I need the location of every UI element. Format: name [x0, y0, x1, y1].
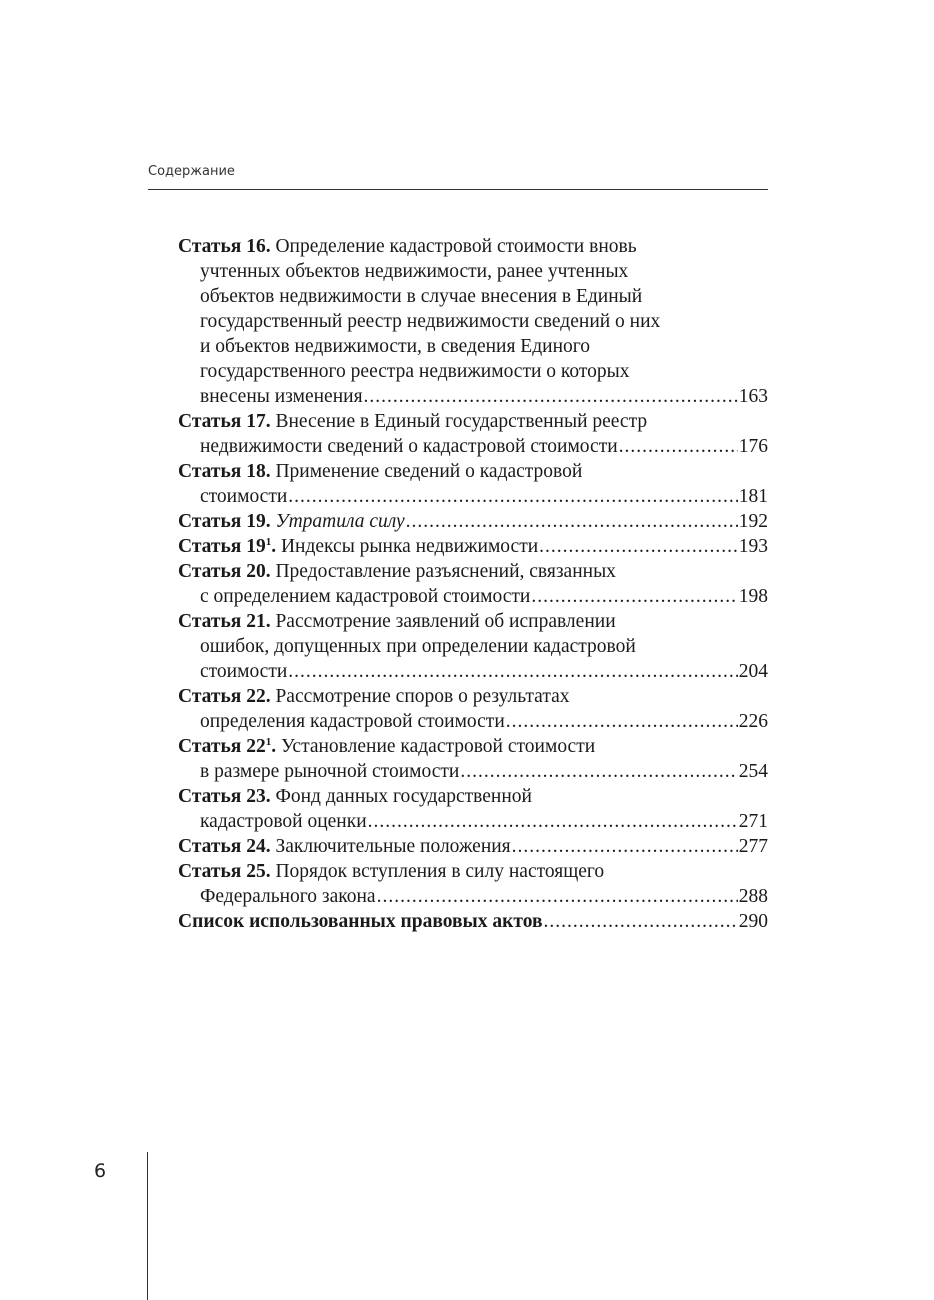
toc-entry-legal-acts-list[interactable]: [178, 909, 768, 934]
toc-title-line: Федерального закона: [200, 886, 376, 907]
toc-title-line: Фонд данных государственной: [275, 786, 532, 807]
dot-leader: [544, 909, 738, 934]
dot-leader: [531, 584, 737, 609]
toc-article-number: Статья 18.: [178, 461, 271, 482]
dot-leader: [619, 434, 738, 459]
toc-title-line: Порядок вступления в силу настоящего: [275, 861, 605, 882]
toc-page-number: 192: [738, 511, 768, 532]
margin-rule: [147, 1152, 148, 1300]
toc-page-number: 204: [738, 661, 768, 682]
dot-leader: [377, 884, 738, 909]
toc-page-number: 198: [738, 586, 768, 607]
toc-article-superscript: 1: [265, 736, 272, 748]
dot-leader: [506, 709, 738, 734]
dot-leader: [406, 509, 738, 534]
toc-entry-article-23[interactable]: [178, 784, 768, 834]
toc-entry-article-17[interactable]: [178, 409, 768, 459]
dot-leader: [539, 534, 738, 559]
toc-title-line: стоимости: [200, 486, 288, 507]
toc-title-line: государственного реестра недвижимости о которых: [200, 361, 630, 382]
toc-title-line: государственный реестр недвижимости сведений о них: [200, 311, 661, 332]
toc-page-number: 193: [738, 536, 768, 557]
toc-entry-article-19-1[interactable]: Статья $19^1$. Индексы рынка недвижимости ..... 193: [178, 534, 768, 559]
toc-title-line: Предоставление разъяснений, связанных: [275, 561, 616, 582]
toc-title-line: в размере рыночной стоимости: [200, 761, 460, 782]
toc-article-number: Статья 16.: [178, 236, 271, 257]
toc-title-line: Рассмотрение заявлений об исправлении: [275, 611, 616, 632]
running-head: Содержание: [148, 164, 235, 179]
toc-entry-article-22-1[interactable]: Статья $22^1$. Установление кадастровой стоимости в размере рыночной стоимости ..... 254: [178, 734, 768, 784]
toc-page-number: 176: [738, 436, 768, 457]
toc-title-line: с определением кадастровой стоимости: [200, 586, 531, 607]
toc-entry-article-21[interactable]: [178, 609, 768, 684]
toc-page-number: 290: [738, 911, 768, 932]
header-rule: [148, 189, 768, 190]
toc-page-number: 163: [738, 386, 768, 407]
dot-leader: [368, 809, 738, 834]
toc-article-number: Статья 19: [178, 536, 266, 557]
toc-article-number: Статья 22.: [178, 686, 271, 707]
toc-article-number: Статья 24.: [178, 836, 271, 857]
toc-article-number: Статья 20.: [178, 561, 271, 582]
toc-article-number: Статья 22: [178, 736, 266, 757]
toc-article-number: Статья 17.: [178, 411, 271, 432]
toc-title-line: и объектов недвижимости, в сведения Единого: [200, 336, 591, 357]
toc-entry-article-19[interactable]: [178, 509, 768, 534]
toc-entry-article-24[interactable]: [178, 834, 768, 859]
toc-title-line: Внесение в Единый государственный реестр: [275, 411, 648, 432]
toc-page-number: 277: [738, 836, 768, 857]
toc-title-line: стоимости: [200, 661, 288, 682]
toc-page-number: 254: [738, 761, 768, 782]
toc-title-line: Список использованных правовых актов: [178, 911, 543, 932]
toc-entry-article-16[interactable]: [178, 234, 768, 409]
toc-title-line: Определение кадастровой стоимости вновь: [275, 236, 637, 257]
page-number: 6: [94, 1160, 107, 1182]
dot-leader: [364, 384, 738, 409]
toc-title-line: недвижимости сведений о кадастровой стоимости: [200, 436, 618, 457]
toc-title-line: Утратила силу: [275, 511, 405, 532]
toc-page-number: 271: [738, 811, 768, 832]
dot-leader: [460, 759, 737, 784]
toc-article-number: Статья 21.: [178, 611, 271, 632]
toc-entry-article-18[interactable]: [178, 459, 768, 509]
toc-title-line: Установление кадастровой стоимости: [280, 736, 596, 757]
toc-entry-article-22[interactable]: [178, 684, 768, 734]
toc-title-line: Индексы рынка недвижимости: [280, 536, 539, 557]
table-of-contents: [178, 234, 768, 934]
toc-title-line: внесены изменения: [200, 386, 363, 407]
toc-title-line: Заключительные положения: [275, 836, 511, 857]
dot-leader: [288, 484, 737, 509]
toc-article-number: Статья 25.: [178, 861, 271, 882]
toc-title-line: учтенных объектов недвижимости, ранее учтенных: [200, 261, 629, 282]
toc-article-superscript: 1: [265, 536, 272, 548]
toc-page-number: 226: [738, 711, 768, 732]
toc-article-number: Статья 19.: [178, 511, 271, 532]
toc-title-line: Применение сведений о кадастровой: [275, 461, 583, 482]
toc-article-number: Статья 23.: [178, 786, 271, 807]
dot-leader: [512, 834, 738, 859]
toc-title-line: определения кадастровой стоимости: [200, 711, 505, 732]
toc-title-line: ошибок, допущенных при определении кадастровой: [200, 636, 636, 657]
toc-entry-article-20[interactable]: [178, 559, 768, 609]
toc-entry-article-25[interactable]: [178, 859, 768, 909]
dot-leader: [288, 659, 737, 684]
toc-page-number: 288: [738, 886, 768, 907]
toc-page-number: 181: [738, 486, 768, 507]
toc-title-line: кадастровой оценки: [200, 811, 367, 832]
toc-title-line: Рассмотрение споров о результатах: [275, 686, 570, 707]
toc-title-line: объектов недвижимости в случае внесения в Единый: [200, 286, 643, 307]
